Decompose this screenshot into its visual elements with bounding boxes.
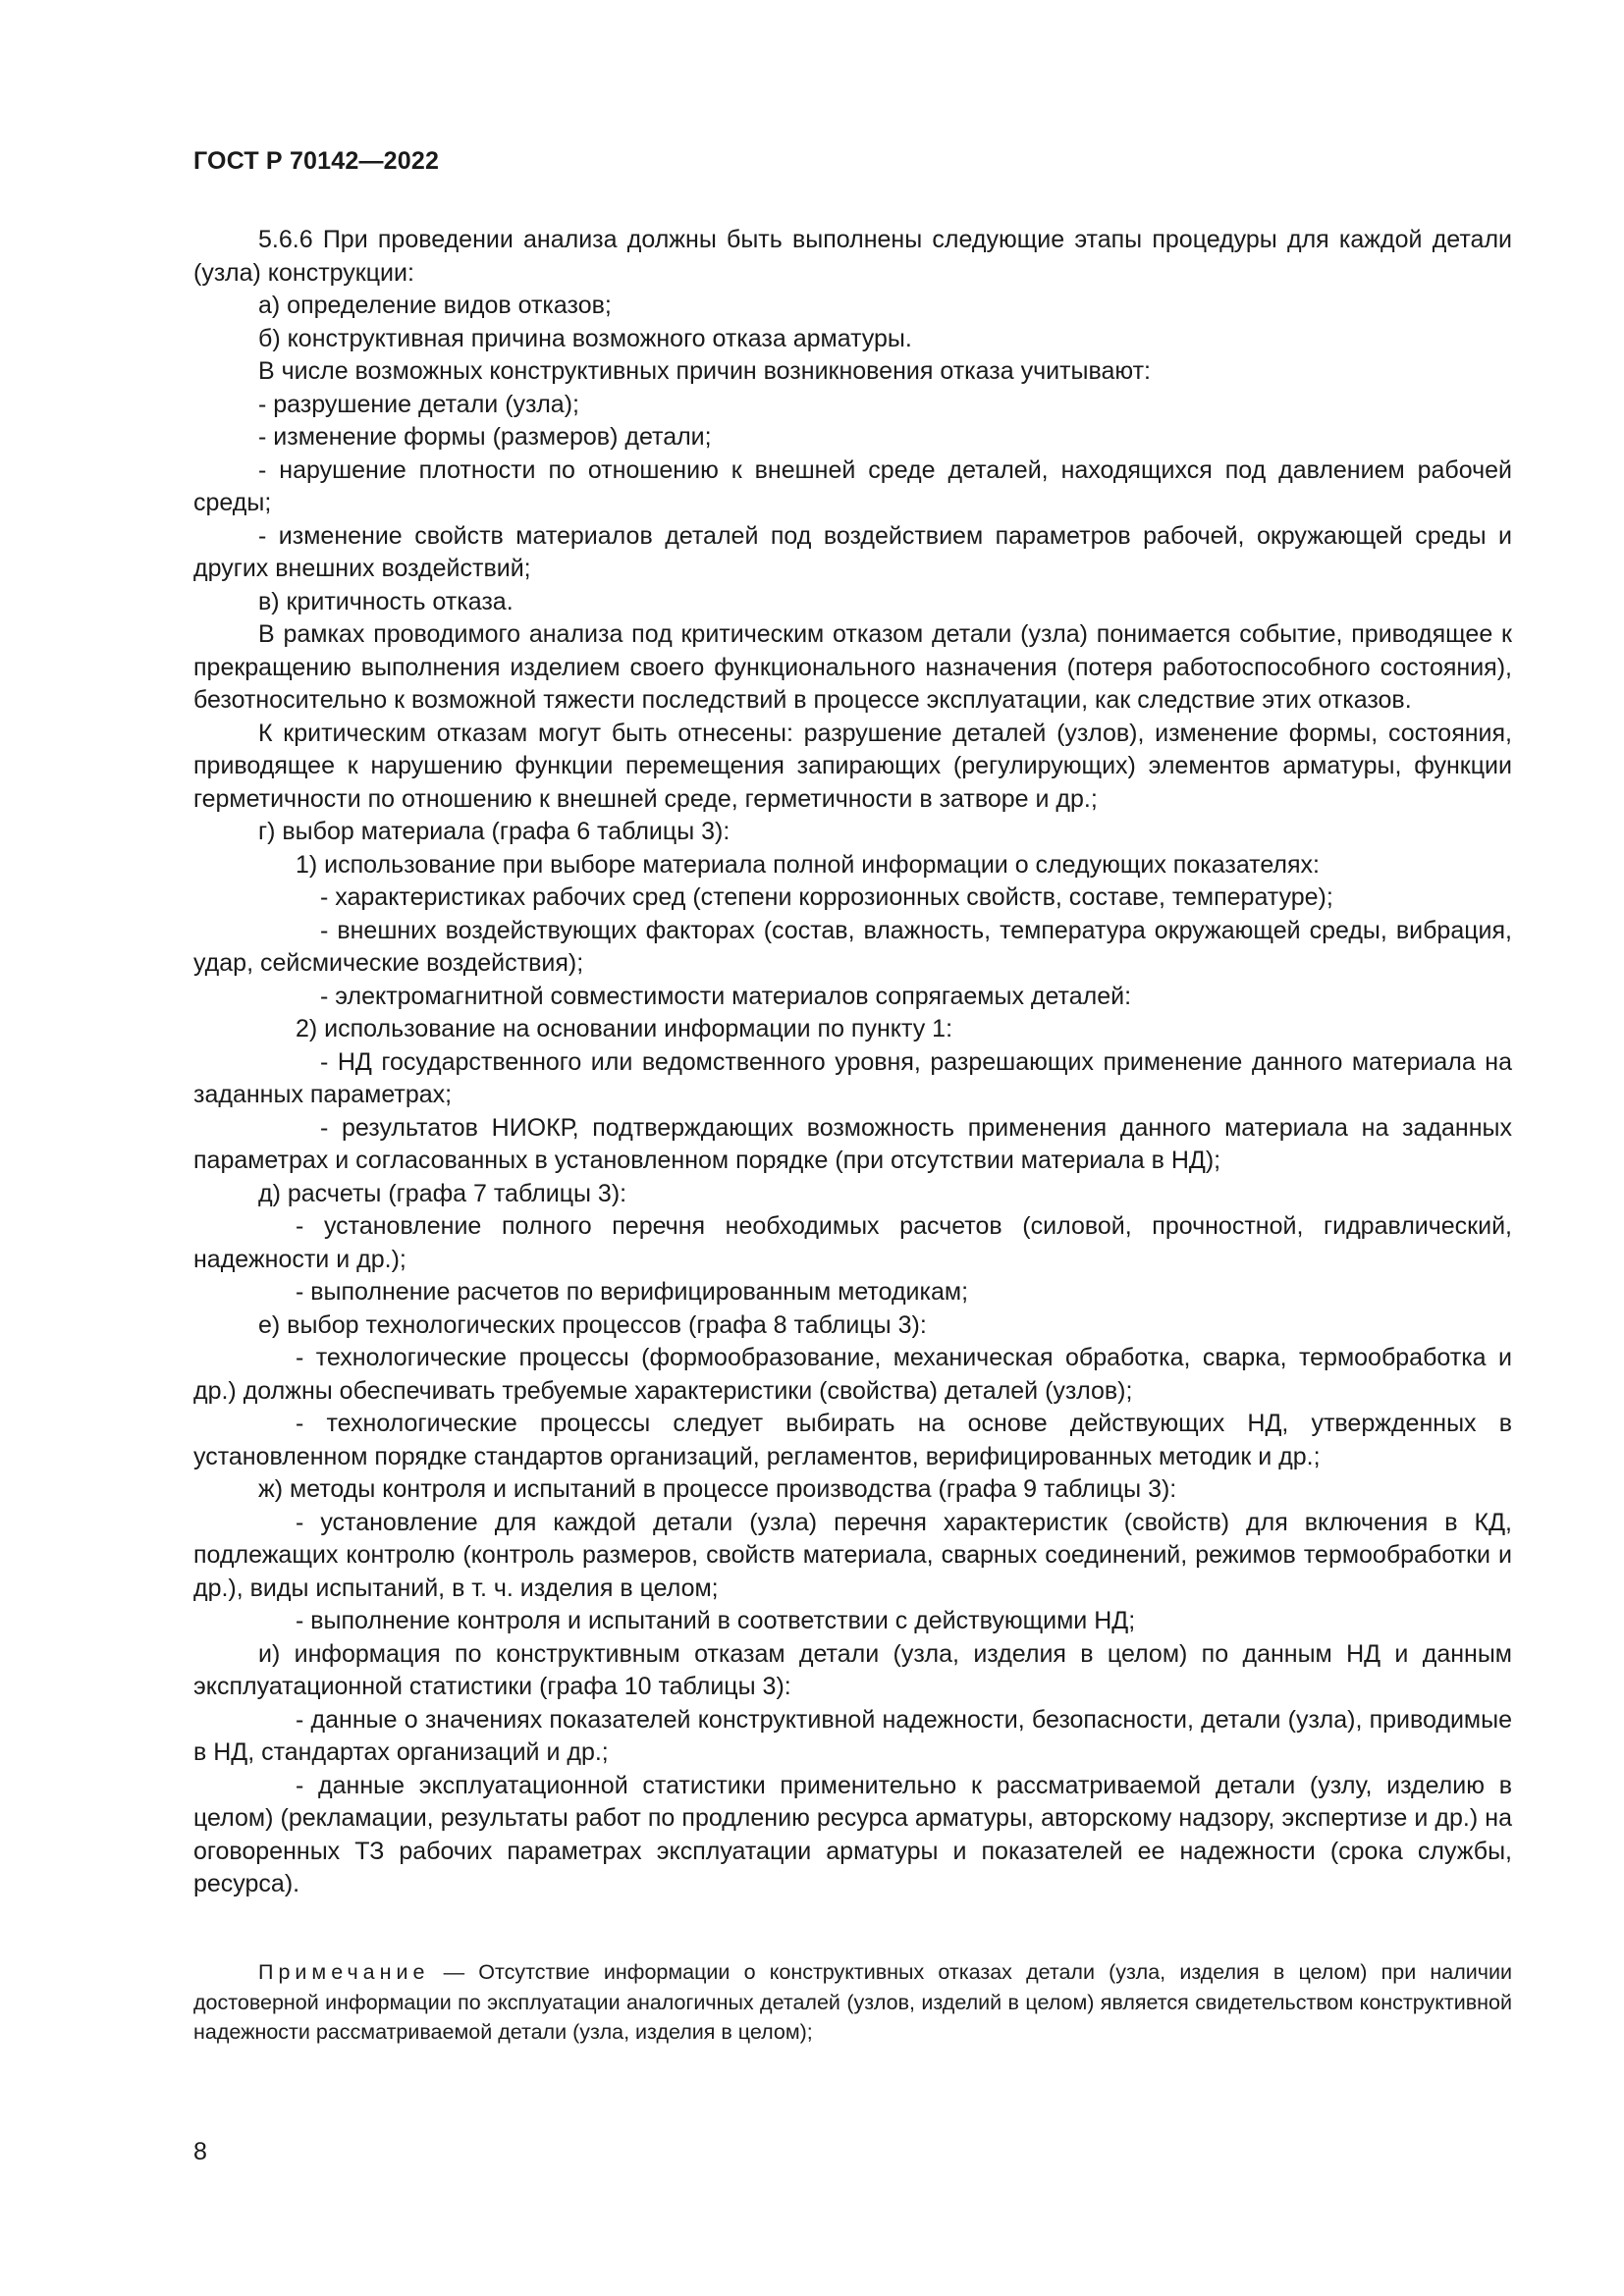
bullet-item: - характеристиках рабочих сред (степени коррозионных свойств, составе, температуре); <box>320 883 1333 911</box>
paragraph-5-6-6: 5.6.6 При проведении анализа должны быть выполнены следующие этапы процедуры для каждой детали (узла) конструкции: <box>193 226 1512 287</box>
page-number: 8 <box>193 2138 207 2165</box>
list-item-zh: ж) методы контроля и испытаний в процессе производства (графа 9 таблицы 3): <box>258 1475 1177 1503</box>
paragraph: В рамках проводимого анализа под критическим отказом детали (узла) понимается событие, приводящее к прекращению выполнения изделием своего функционального назначения (потеря работоспособного состояния), безотносительно к возможной тяжести последствий в процессе эксплуатации, как следствие этих отказов. <box>193 620 1512 714</box>
list-item-e: е) выбор технологических процессов (графа 8 таблицы 3): <box>258 1310 927 1339</box>
sub-item-1: 1) использование при выборе материала полной информации о следующих показателях: <box>296 850 1320 879</box>
bullet-item: - технологические процессы следует выбирать на основе действующих НД, утвержденных в установленном порядке стандартов организаций, регламентов, верифицированных методик и др.; <box>193 1410 1512 1470</box>
bullet-item: - выполнение расчетов по верифицированным методикам; <box>296 1278 969 1306</box>
bullet-item: - выполнение контроля и испытаний в соответствии с действующими НД; <box>296 1607 1136 1634</box>
bullet-item: - данные эксплуатационной статистики применительно к рассматриваемой детали (узлу, изделию в целом) (рекламации, результаты работ по продлению ресурса арматуры, авторскому надзору, экспертизе и др.) на оговоренных ТЗ рабочих параметрах эксплуатации арматуры и показателей ее надежности (срока службы, ресурса). <box>193 1771 1512 1897</box>
document-header: ГОСТ Р 70142—2022 <box>193 147 440 175</box>
bullet-item: - изменение формы (размеров) детали; <box>258 423 712 451</box>
bullet-item: - результатов НИОКР, подтверждающих возможность применения данного материала на заданных параметрах и согласованных в установленном порядке (при отсутствии материала в НД); <box>193 1113 1512 1174</box>
bullet-item: - установление полного перечня необходимых расчетов (силовой, прочностной, гидравлический, надежности и др.); <box>193 1212 1512 1273</box>
list-item-b: б) конструктивная причина возможного отказа арматуры. <box>258 324 912 352</box>
bullet-item: - внешних воздействующих факторах (состав, влажность, температура окружающей среды, вибрация, удар, сейсмические воздействия); <box>193 916 1512 977</box>
note <box>193 1957 1512 2048</box>
note-label: Примечание <box>258 1960 430 1984</box>
paragraph: К критическим отказам могут быть отнесены: разрушение деталей (узлов), изменение формы, состояния, приводящее к нарушению функции перемещения запирающих (регулирующих) элементов арматуры, функции герметичности по отношению к внешней среде, герметичности в затворе и др.; <box>193 719 1512 813</box>
list-item-a: а) определение видов отказов; <box>258 292 612 319</box>
sub-item-2: 2) использование на основании информации по пункту 1: <box>296 1015 953 1042</box>
paragraph: В числе возможных конструктивных причин возникновения отказа учитывают: <box>258 357 1151 385</box>
bullet-item: - изменение свойств материалов деталей под воздействием параметров рабочей, окружающей среды и других внешних воздействий; <box>193 521 1512 582</box>
list-item-d: д) расчеты (графа 7 таблицы 3): <box>258 1179 627 1207</box>
bullet-item: - электромагнитной совместимости материалов сопрягаемых деталей: <box>320 982 1132 1010</box>
list-item-v: в) критичность отказа. <box>258 587 514 615</box>
bullet-item: - нарушение плотности по отношению к внешней среде деталей, находящихся под давлением рабочей среды; <box>193 455 1512 516</box>
bullet-item: - технологические процессы (формообразование, механическая обработка, сварка, термообработка и др.) должны обеспечивать требуемые характеристики (свойства) деталей (узлов); <box>193 1344 1512 1405</box>
document-body <box>193 224 1512 1901</box>
bullet-item: - установление для каждой детали (узла) перечня характеристик (свойств) для включения в КД, подлежащих контролю (контроль размеров, свойств материала, сварных соединений, режимов термообработки и др.), виды испытаний, в т. ч. изделия в целом; <box>193 1508 1512 1602</box>
note-text: — Отсутствие информации о конструктивных отказах детали (узла, изделия в целом) при наличии достоверной информации по эксплуатации аналогичных деталей (узлов, изделий в целом) является свидетельством конструктивной надежности рассматриваемой детали (узла, изделия в целом); <box>193 1960 1512 2044</box>
bullet-item: - данные о значениях показателей конструктивной надежности, безопасности, детали (узла), приводимые в НД, стандартах организаций и др.; <box>193 1705 1512 1766</box>
bullet-item: - разрушение детали (узла); <box>258 390 579 418</box>
bullet-item: - НД государственного или ведомственного уровня, разрешающих применение данного материала на заданных параметрах; <box>193 1047 1512 1108</box>
list-item-g: г) выбор материала (графа 6 таблицы 3): <box>258 818 731 845</box>
list-item-i: и) информация по конструктивным отказам детали (узла, изделия в целом) по данным НД и данным эксплуатационной статистики (графа 10 таблицы 3): <box>193 1639 1512 1700</box>
